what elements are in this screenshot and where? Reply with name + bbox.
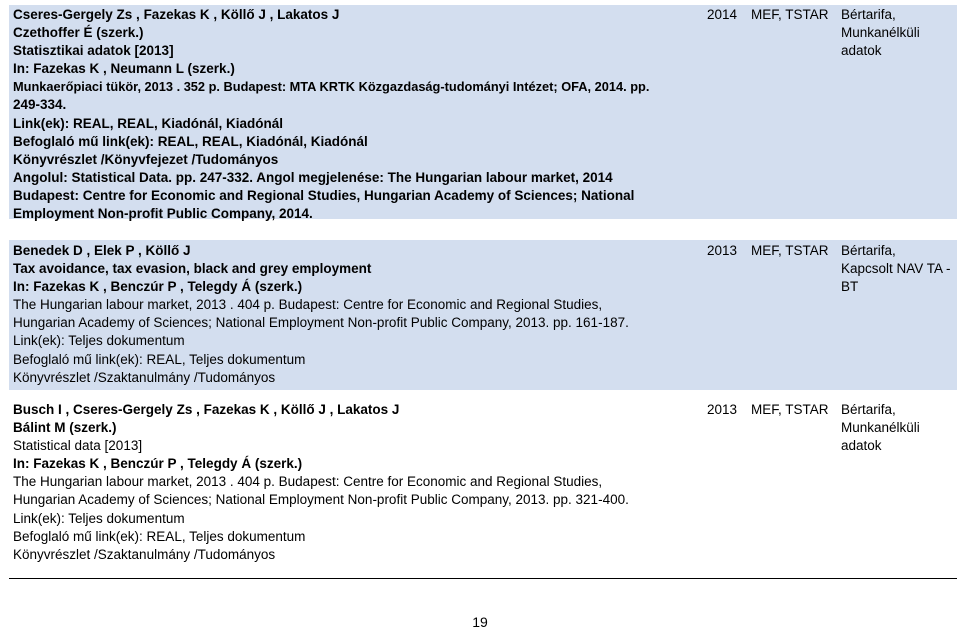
citation-editors: Bálint M (szerk.) xyxy=(13,420,117,436)
citation-category: Könyvrészlet /Könyvfejezet /Tudományos xyxy=(13,151,279,167)
citation-editors: Czethoffer É (szerk.) xyxy=(13,25,144,41)
data-type-line: Munkanélküli xyxy=(841,25,920,40)
citation-title: Statisztikai adatok [2013] xyxy=(13,43,174,59)
citation-authors: Benedek D , Elek P , Köllő J xyxy=(13,243,191,258)
publication-entry-1 xyxy=(9,5,957,222)
citation-category: Könyvrészlet /Szaktanulmány /Tudományos xyxy=(13,546,276,562)
data-type-line: Bértarifa, xyxy=(841,243,896,258)
data-type-line: adatok xyxy=(841,438,882,453)
data-type-line: BT xyxy=(841,279,859,294)
data-type-line: adatok xyxy=(841,43,882,58)
data-type xyxy=(841,401,959,455)
page-number: 19 xyxy=(472,614,488,630)
citation-block xyxy=(13,242,693,387)
citation-block xyxy=(13,6,693,223)
citation-source: The Hungarian labour market, 2013 . 404 p. Budapest: Centre for Economic and Regional Studies, xyxy=(13,297,603,313)
citation-source-cont: Hungarian Academy of Sciences; National Employment Non-profit Public Company, 2013. pp. 161-187. xyxy=(13,315,629,331)
publication-entry-3 xyxy=(9,400,957,570)
citation-source: Munkaerőpiaci tükör, 2013 . 352 p. Budapest: MTA KRTK Közgazdaság-tudományi Intézet; OFA, 2014. pp. xyxy=(13,79,650,95)
bottom-divider xyxy=(9,578,957,579)
data-type-line: Bértarifa, xyxy=(841,402,896,417)
data-type-line: Kapcsolt NAV TA - xyxy=(841,261,951,276)
citation-container-links[interactable]: Befoglaló mű link(ek): REAL, REAL, Kiadónál, Kiadónál xyxy=(13,133,368,149)
citation-links[interactable]: Link(ek): Teljes dokumentum xyxy=(13,510,185,526)
publication-year: 2013 xyxy=(707,243,738,258)
citation-source-cont: Hungarian Academy of Sciences; National Employment Non-profit Public Company, 2013. pp. 321-400. xyxy=(13,492,629,508)
citation-container-links[interactable]: Befoglaló mű link(ek): REAL, Teljes dokumentum xyxy=(13,351,306,367)
data-type xyxy=(841,6,959,60)
citation-links[interactable]: Link(ek): Teljes dokumentum xyxy=(13,333,185,349)
citation-links[interactable]: Link(ek): REAL, REAL, Kiadónál, Kiadónál xyxy=(13,115,284,131)
citation-title: Tax avoidance, tax evasion, black and grey employment xyxy=(13,261,372,277)
data-type-line: Bértarifa, xyxy=(841,7,896,22)
financing-source: MEF, TSTAR xyxy=(751,402,829,417)
financing-source: MEF, TSTAR xyxy=(751,7,829,22)
citation-english-note: Angolul: Statistical Data. pp. 247-332. Angol megjelenése: The Hungarian labour market, 2014 Budapest: Centre for Economic and Regional Studies, Hungarian Academy of Sciences; National Employment Non-profit Public Company, 2014. xyxy=(13,169,635,222)
financing-source: MEF, TSTAR xyxy=(751,243,829,258)
citation-in: In: Fazekas K , Benczúr P , Telegdy Á (szerk.) xyxy=(13,279,303,295)
citation-title: Statistical data [2013] xyxy=(13,438,143,454)
data-type xyxy=(841,242,959,296)
citation-category: Könyvrészlet /Szaktanulmány /Tudományos xyxy=(13,369,276,385)
citation-authors: Cseres-Gergely Zs , Fazekas K , Köllő J , Lakatos J xyxy=(13,7,340,22)
publication-entry-2 xyxy=(9,240,957,390)
citation-in: In: Fazekas K , Neumann L (szerk.) xyxy=(13,61,235,77)
publication-year: 2014 xyxy=(707,7,738,22)
data-type-line: Munkanélküli xyxy=(841,420,920,435)
citation-container-links[interactable]: Befoglaló mű link(ek): REAL, Teljes dokumentum xyxy=(13,528,306,544)
citation-block xyxy=(13,401,693,564)
publication-year: 2013 xyxy=(707,402,738,417)
citation-in: In: Fazekas K , Benczúr P , Telegdy Á (szerk.) xyxy=(13,456,303,472)
citation-source: The Hungarian labour market, 2013 . 404 p. Budapest: Centre for Economic and Regional Studies, xyxy=(13,474,603,490)
citation-authors: Busch I , Cseres-Gergely Zs , Fazekas K , Köllő J , Lakatos J xyxy=(13,402,400,417)
citation-pages: 249-334. xyxy=(13,97,67,113)
